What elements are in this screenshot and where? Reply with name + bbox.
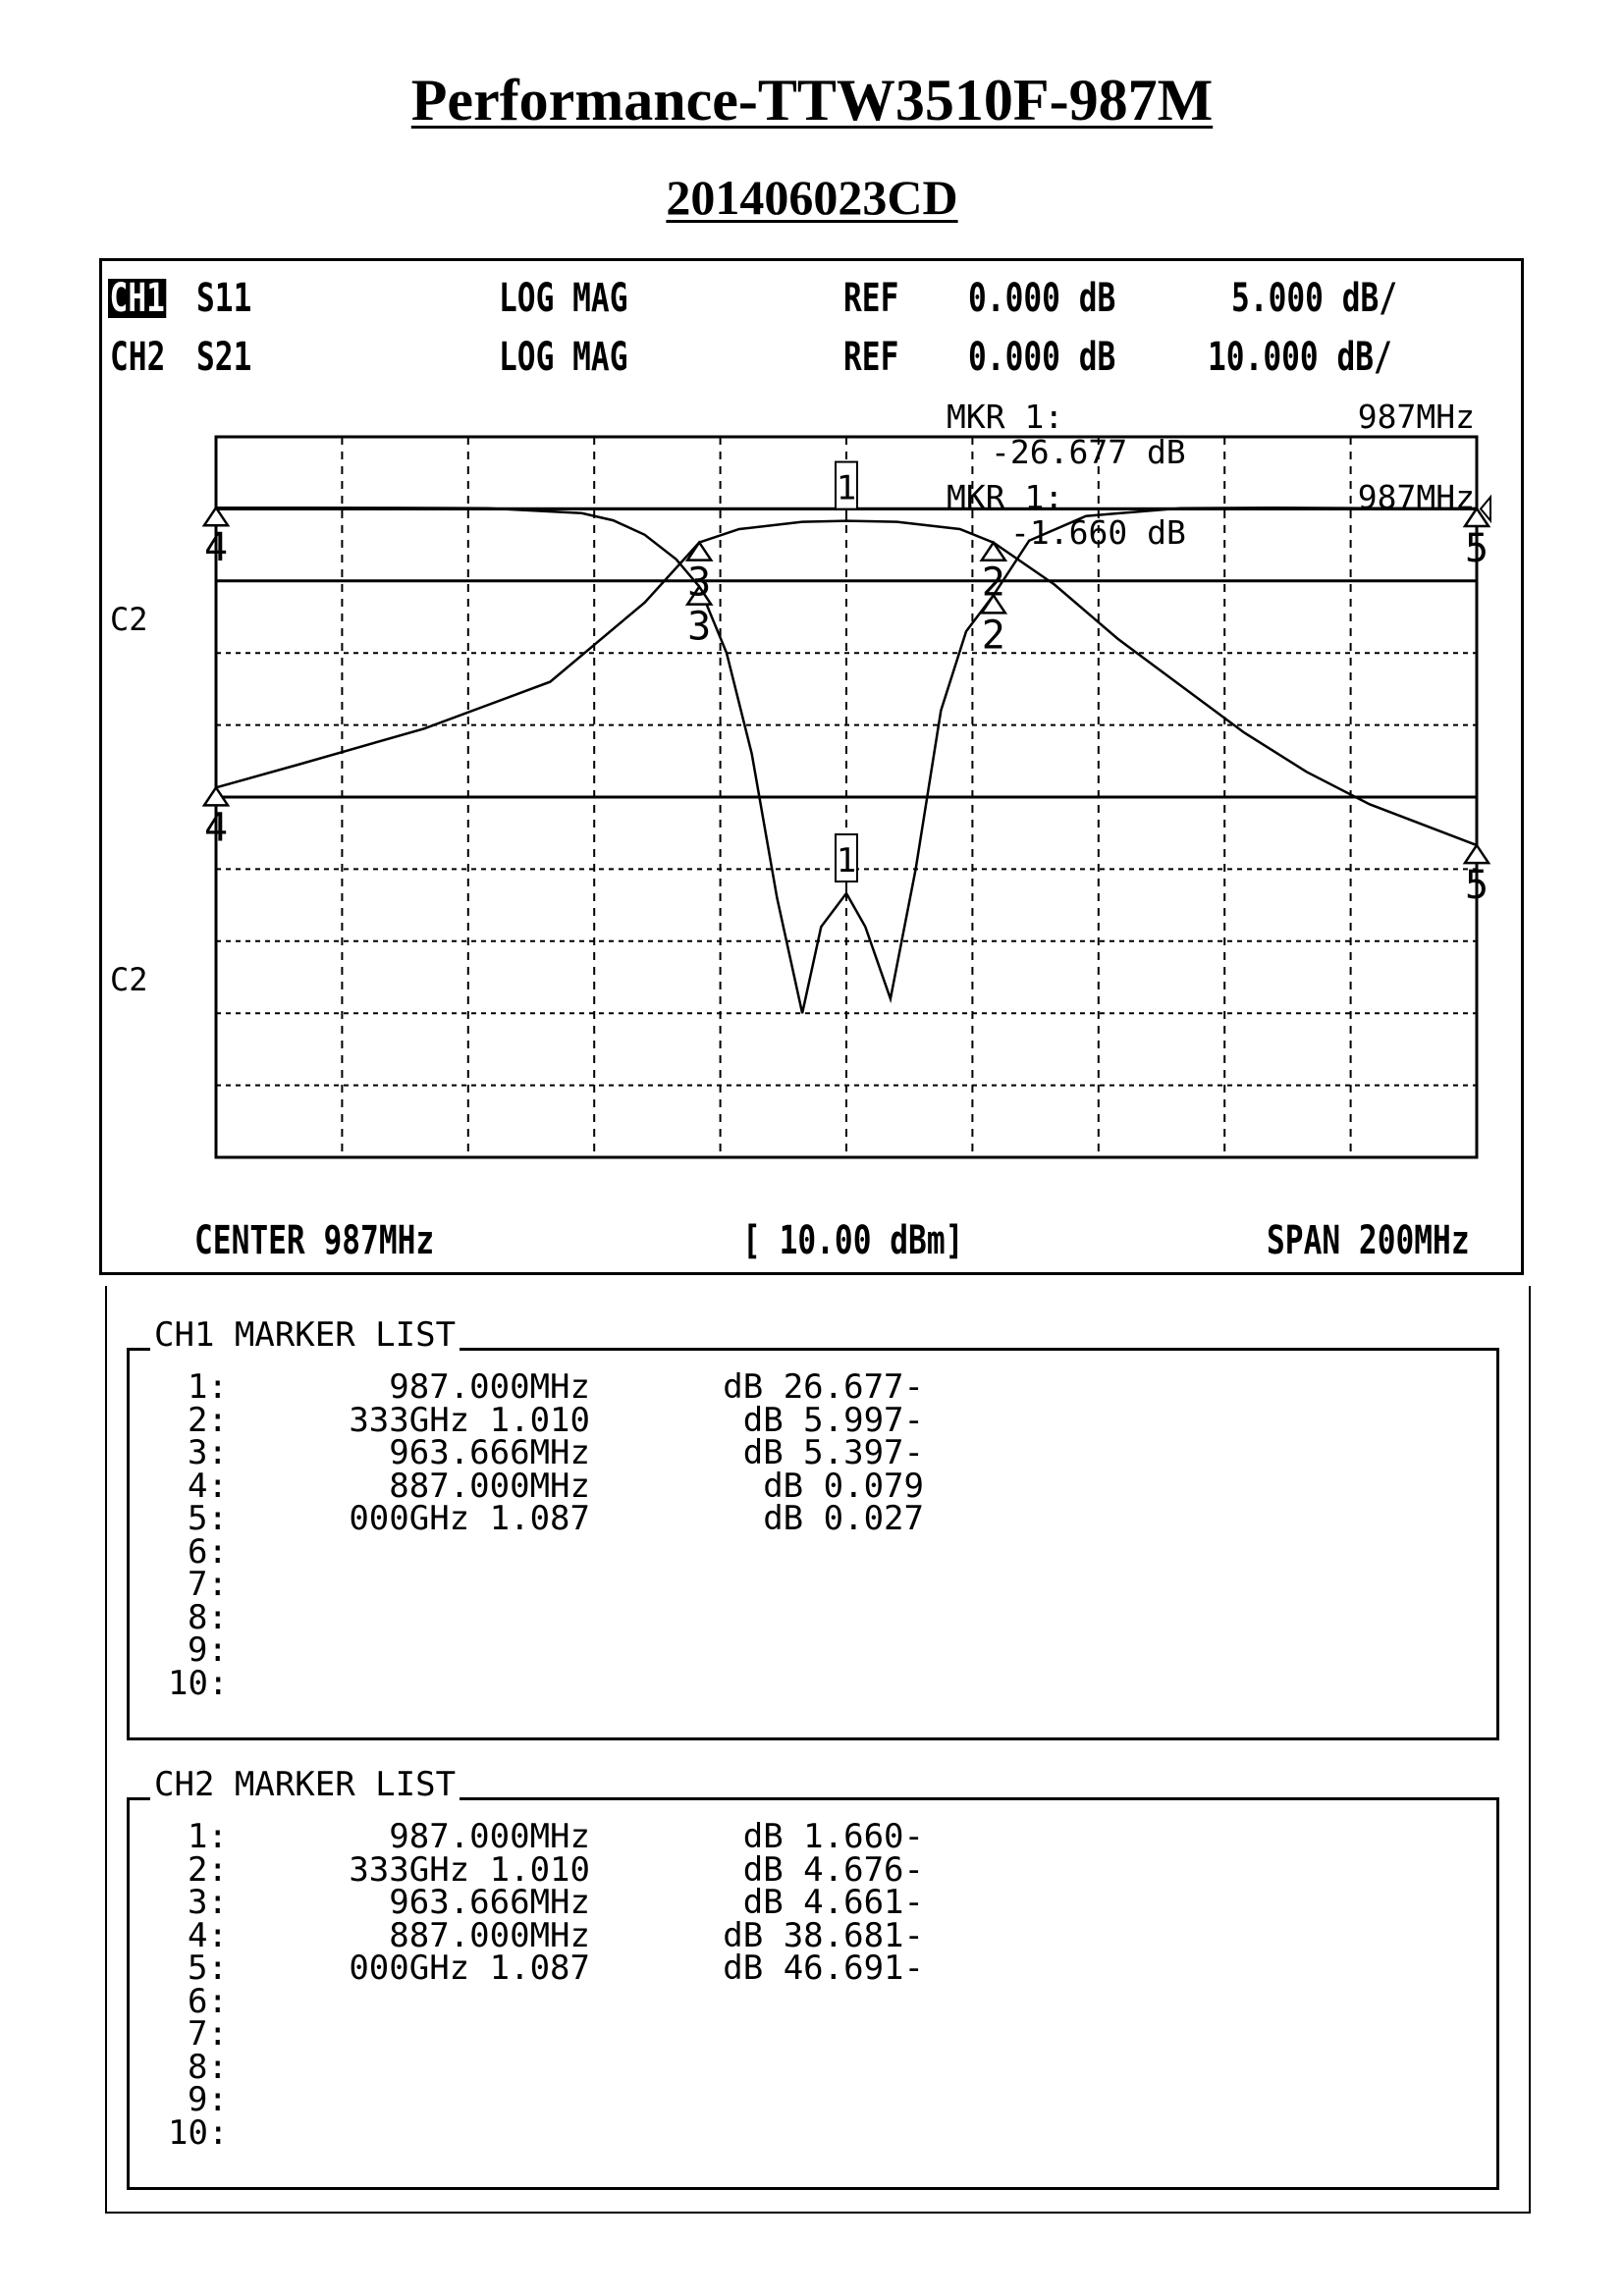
marker-index: 6:: [188, 1531, 228, 1572]
ch1-ref-label: REF: [843, 276, 899, 321]
ch2-marker-readout-value: -1.660 dB: [1010, 513, 1186, 552]
trace-plot: [102, 261, 1527, 1278]
ch1-format: LOG MAG: [499, 276, 628, 321]
ch1-marker-readout-freq: 987MHz: [1357, 398, 1475, 436]
marker-number: 2: [981, 613, 1005, 659]
marker-triangle: [982, 543, 1005, 561]
ch1-channel-label: CH1: [109, 276, 165, 321]
marker-number: 5: [1464, 526, 1489, 572]
ch2-marker-readout-freq: 987MHz: [1357, 478, 1475, 516]
marker-index: 10:: [168, 2112, 229, 2153]
ch1-marker-readout-value: -26.677 dB: [991, 433, 1186, 471]
marker-index: 7:: [188, 2014, 228, 2054]
ch2-param: S21: [196, 335, 252, 380]
marker-1-label: 1: [836, 841, 857, 881]
marker-index: 4:: [188, 1915, 228, 1955]
marker-index: 8:: [188, 2047, 228, 2087]
marker-number: 3: [687, 604, 712, 650]
marker-number: 2: [981, 560, 1005, 606]
marker-number: 4: [203, 805, 229, 851]
document-subtitle: 201406023CD: [666, 170, 958, 225]
ch2-channel-label: CH2: [110, 335, 166, 380]
marker-index: 2:: [188, 1849, 228, 1890]
c2-label-bottom: C2: [110, 961, 148, 998]
marker-index: 10:: [168, 1663, 229, 1703]
marker-index: 5:: [188, 1949, 228, 1988]
ch1-ref-value: 0.000 dB: [968, 276, 1116, 321]
marker-index: 3:: [188, 1883, 228, 1922]
marker-index: 1:: [188, 1817, 228, 1856]
ch2-marker-list-panel: CH2 MARKER LIST 1: 987.000MHz -1.660 dB 2: 1.010 333GHz -4.676 dB 3: 963.666MHz -4.661 dB 4: 887.000MHz -38.681 dB 5: 1.087 000GHz -46.691 dB 6: 7: 8: 9: 10:: [111, 1743, 1515, 2195]
ch1-scale: 5.000 dB/: [1231, 276, 1398, 321]
marker-index: 8:: [188, 1597, 228, 1637]
ch2-ref-label: REF: [843, 335, 899, 380]
marker-index: 1:: [188, 1367, 228, 1407]
marker-index: 9:: [188, 1630, 228, 1670]
marker-index: 2:: [188, 1400, 228, 1440]
ch2-scale: 10.000 dB/: [1208, 335, 1392, 380]
marker-triangle: [1465, 845, 1489, 863]
marker-1-label: 1: [836, 468, 857, 508]
ch2-marker-readout-label: MKR 1:: [947, 478, 1064, 516]
ch1-marker-list-panel: CH1 MARKER LIST 1: 987.000MHz -26.677 dB 2: 1.010 333GHz -5.997 dB 3: 963.666MHz -5.397 dB 4: 887.000MHz 0.079 dB 5: 1.087 000GHz 0.027 dB 6: 7: 8: 9: 10:: [111, 1294, 1515, 1745]
footer-power: [ 10.00 dBm]: [742, 1218, 964, 1263]
ch2-format: LOG MAG: [499, 335, 628, 380]
marker-index: 5:: [188, 1499, 228, 1538]
marker-triangle: [204, 507, 228, 525]
document-title: Performance-TTW3510F-987M: [410, 68, 1214, 133]
c2-label-top: C2: [110, 601, 148, 638]
analyzer-screen: [99, 258, 1524, 1275]
ch2-ref-value: 0.000 dB: [968, 335, 1116, 380]
ch2-marker-list-title: CH2 MARKER LIST: [150, 1768, 460, 1801]
footer-span: SPAN 200MHz: [1267, 1218, 1470, 1263]
marker-number: 3: [687, 560, 712, 606]
marker-index: 7:: [188, 1565, 228, 1604]
marker-index: 6:: [188, 1981, 228, 2021]
ch1-marker-readout-label: MKR 1:: [947, 398, 1064, 436]
marker-index: 9:: [188, 2080, 228, 2119]
marker-index: 3:: [188, 1433, 228, 1472]
footer-center: CENTER 987MHz: [194, 1218, 435, 1263]
ch1-param: S11: [196, 276, 252, 321]
marker-number: 4: [203, 525, 229, 571]
ch1-marker-list-title: CH1 MARKER LIST: [150, 1318, 460, 1352]
marker-number: 5: [1464, 863, 1489, 909]
marker-index: 4:: [188, 1466, 228, 1506]
